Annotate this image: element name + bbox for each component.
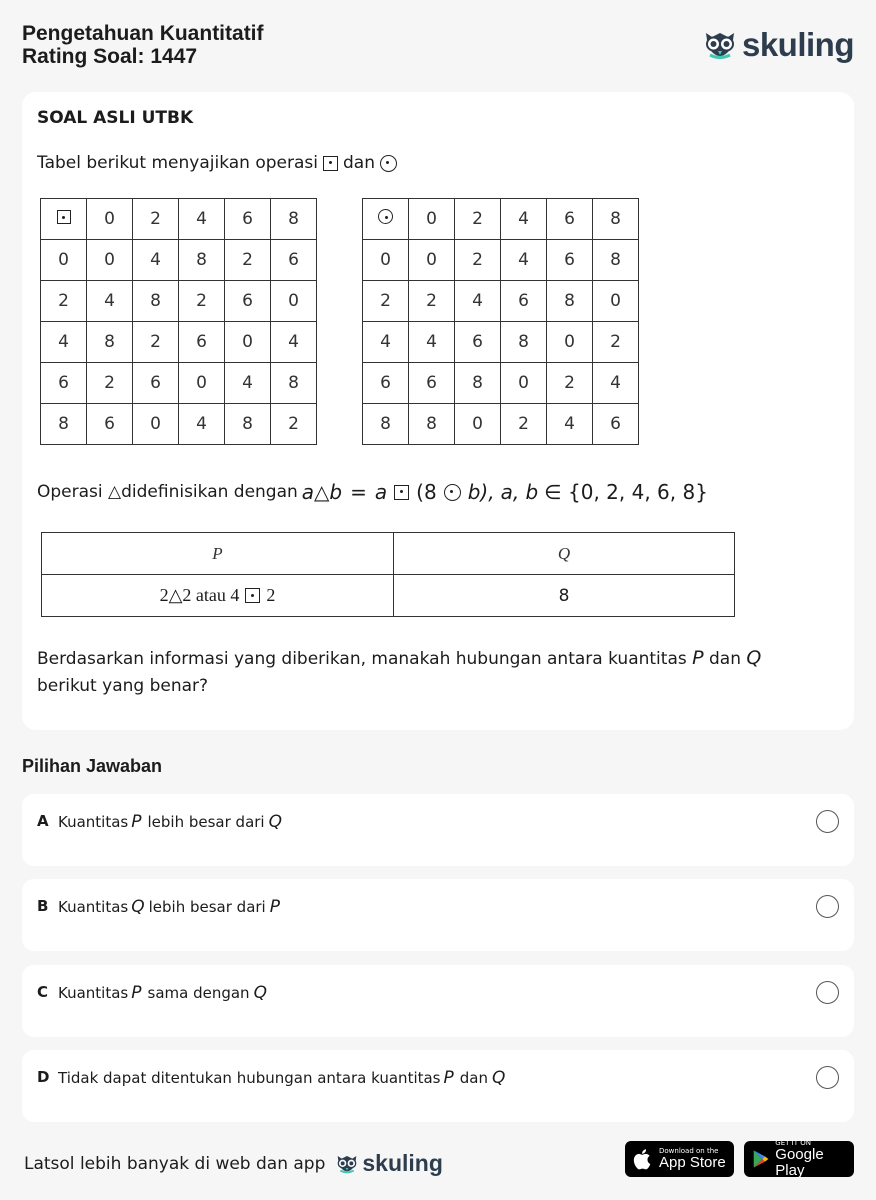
table-cell: 0 bbox=[271, 281, 317, 322]
google-play-big: Google Play bbox=[775, 1146, 824, 1179]
answer-option-d[interactable] bbox=[22, 1050, 854, 1122]
table-cell: 0 bbox=[409, 240, 455, 281]
table-row bbox=[41, 404, 317, 445]
question-card bbox=[22, 92, 854, 730]
app-store-labels bbox=[659, 1147, 726, 1171]
table-cell: 2 bbox=[455, 240, 501, 281]
option-text-pre: Tidak dapat ditentukan hubungan antara kuantitas bbox=[58, 1069, 441, 1087]
option-var-2: Q bbox=[492, 1068, 506, 1088]
question-var-q: Q bbox=[746, 647, 762, 669]
footer-logo[interactable] bbox=[335, 1150, 443, 1177]
answer-option-c[interactable] bbox=[22, 965, 854, 1037]
option-var-1: P bbox=[131, 812, 142, 832]
formula-eq: = bbox=[350, 480, 367, 504]
question-source-label: SOAL ASLI UTBK bbox=[37, 108, 194, 128]
footer-text: Latsol lebih banyak di web dan app bbox=[24, 1153, 326, 1174]
app-store-small: Download on the bbox=[659, 1147, 719, 1155]
subject-title: Pengetahuan Kuantitatif bbox=[22, 22, 264, 45]
table-cell: 2 bbox=[41, 281, 87, 322]
table-cell: 6 bbox=[547, 199, 593, 240]
option-text-mid: dan bbox=[459, 1069, 488, 1087]
table-row bbox=[41, 322, 317, 363]
table-cell: 4 bbox=[179, 199, 225, 240]
table-cell: 6 bbox=[593, 404, 639, 445]
table-cell: 0 bbox=[87, 240, 133, 281]
table-row bbox=[363, 363, 639, 404]
table-header-row bbox=[363, 199, 639, 240]
table-row bbox=[42, 575, 735, 617]
table-cell: 0 bbox=[547, 322, 593, 363]
pq-table bbox=[41, 532, 735, 617]
table-cell: 2 bbox=[133, 199, 179, 240]
table-cell: 4 bbox=[547, 404, 593, 445]
table-cell: 6 bbox=[501, 281, 547, 322]
intro-and: dan bbox=[343, 153, 375, 173]
box-dot-operator-icon bbox=[394, 485, 409, 500]
option-radio[interactable] bbox=[816, 1066, 839, 1089]
footer-logo-wordmark: skuling bbox=[362, 1150, 443, 1176]
formula-vars: a, b bbox=[500, 480, 539, 504]
option-radio[interactable] bbox=[816, 895, 839, 918]
google-play-button[interactable] bbox=[744, 1141, 854, 1177]
table-cell: 4 bbox=[133, 240, 179, 281]
table-cell: 2 bbox=[363, 281, 409, 322]
table-cell: 6 bbox=[179, 322, 225, 363]
table-cell: 2 bbox=[547, 363, 593, 404]
table-cell: 0 bbox=[455, 404, 501, 445]
table-cell: 8 bbox=[271, 199, 317, 240]
skuling-logo[interactable] bbox=[702, 26, 854, 64]
table-cell: 8 bbox=[501, 322, 547, 363]
p-header: P bbox=[42, 533, 394, 575]
formula bbox=[302, 480, 708, 504]
table-cell: 2 bbox=[179, 281, 225, 322]
formula-paren-open: (8 bbox=[416, 480, 437, 504]
p-value-cell bbox=[42, 575, 394, 617]
option-letter: D bbox=[37, 1068, 50, 1086]
table-cell: 0 bbox=[133, 404, 179, 445]
table-cell: 6 bbox=[455, 322, 501, 363]
table-cell: 8 bbox=[409, 404, 455, 445]
google-play-small: GET IT ON bbox=[775, 1139, 811, 1147]
footer-promo bbox=[24, 1150, 443, 1177]
option-letter: A bbox=[37, 812, 49, 830]
table-cell: 4 bbox=[41, 322, 87, 363]
box-operation-table bbox=[40, 198, 317, 445]
table-cell: 6 bbox=[225, 281, 271, 322]
circle-dot-operator-icon bbox=[380, 155, 397, 172]
table-row bbox=[363, 322, 639, 363]
question-text-part2: berikut yang benar? bbox=[37, 676, 209, 696]
table-cell: 6 bbox=[41, 363, 87, 404]
table-cell: 8 bbox=[455, 363, 501, 404]
app-store-button[interactable] bbox=[625, 1141, 734, 1177]
table-cell: 8 bbox=[271, 363, 317, 404]
page-header bbox=[22, 22, 854, 72]
option-text-pre: Kuantitas bbox=[58, 898, 129, 916]
table-cell: 8 bbox=[593, 199, 639, 240]
table-cell: 0 bbox=[41, 240, 87, 281]
table-header-row bbox=[41, 199, 317, 240]
google-play-labels bbox=[775, 1139, 846, 1179]
table-cell: 4 bbox=[501, 199, 547, 240]
p-value bbox=[42, 585, 393, 606]
option-var-1: P bbox=[131, 983, 142, 1003]
question-var-p: P bbox=[692, 647, 704, 669]
table-cell: 6 bbox=[409, 363, 455, 404]
table-cell: 8 bbox=[41, 404, 87, 445]
google-play-icon bbox=[752, 1148, 769, 1170]
table-row bbox=[363, 281, 639, 322]
table-cell: 4 bbox=[455, 281, 501, 322]
option-text bbox=[58, 1068, 508, 1088]
table-cell: 2 bbox=[133, 322, 179, 363]
option-text-pre: Kuantitas bbox=[58, 813, 129, 831]
table-cell: 0 bbox=[409, 199, 455, 240]
table-row bbox=[363, 240, 639, 281]
table-cell: 0 bbox=[225, 322, 271, 363]
option-letter: B bbox=[37, 897, 49, 915]
p-value-left: 2△2 atau 4 bbox=[159, 585, 240, 605]
table-cell: 2 bbox=[271, 404, 317, 445]
circle-dot-operator-icon bbox=[378, 209, 393, 224]
table-corner-cell bbox=[41, 199, 87, 240]
table-cell: 8 bbox=[179, 240, 225, 281]
owl-icon bbox=[335, 1152, 359, 1176]
q-value: 8 bbox=[394, 575, 735, 617]
table-header-row bbox=[42, 533, 735, 575]
table-cell: 0 bbox=[363, 240, 409, 281]
table-cell: 4 bbox=[501, 240, 547, 281]
formula-b: b), bbox=[467, 480, 495, 504]
table-cell: 2 bbox=[593, 322, 639, 363]
answers-title: Pilihan Jawaban bbox=[22, 756, 163, 776]
box-dot-operator-icon bbox=[323, 156, 338, 171]
circle-dot-operator-icon bbox=[444, 484, 461, 501]
option-text-pre: Kuantitas bbox=[58, 984, 129, 1002]
page-footer bbox=[24, 1140, 854, 1180]
table-cell: 6 bbox=[363, 363, 409, 404]
answer-option-a[interactable] bbox=[22, 794, 854, 866]
logo-wordmark: skuling bbox=[741, 26, 854, 63]
app-store-big: App Store bbox=[659, 1154, 726, 1171]
question-text bbox=[37, 645, 827, 700]
apple-icon bbox=[633, 1148, 653, 1170]
owl-icon bbox=[702, 27, 738, 63]
p-value-right: 2 bbox=[266, 585, 276, 605]
table-cell: 6 bbox=[133, 363, 179, 404]
formula-lhs: a△b bbox=[301, 480, 343, 504]
table-corner-cell bbox=[363, 199, 409, 240]
table-cell: 6 bbox=[271, 240, 317, 281]
table-cell: 2 bbox=[87, 363, 133, 404]
table-cell: 8 bbox=[547, 281, 593, 322]
option-text bbox=[58, 983, 270, 1003]
table-cell: 2 bbox=[455, 199, 501, 240]
option-text-mid: lebih besar dari bbox=[147, 813, 265, 831]
table-cell: 8 bbox=[133, 281, 179, 322]
table-cell: 8 bbox=[87, 322, 133, 363]
table-cell: 4 bbox=[409, 322, 455, 363]
table-cell: 0 bbox=[501, 363, 547, 404]
table-cell: 0 bbox=[593, 281, 639, 322]
option-text bbox=[58, 897, 283, 917]
answer-option-b[interactable] bbox=[22, 879, 854, 951]
circle-operation-table bbox=[362, 198, 639, 445]
table-cell: 8 bbox=[593, 240, 639, 281]
table-cell: 4 bbox=[363, 322, 409, 363]
table-row bbox=[363, 404, 639, 445]
table-cell: 2 bbox=[501, 404, 547, 445]
table-cell: 6 bbox=[547, 240, 593, 281]
option-var-1: Q bbox=[131, 897, 145, 917]
question-and: dan bbox=[709, 649, 741, 669]
option-var-2: P bbox=[269, 897, 280, 917]
formula-set: ∈ {0, 2, 4, 6, 8} bbox=[544, 480, 708, 504]
q-header: Q bbox=[394, 533, 735, 575]
table-cell: 4 bbox=[593, 363, 639, 404]
table-cell: 4 bbox=[225, 363, 271, 404]
rating-label: Rating Soal: 1447 bbox=[22, 45, 198, 68]
table-cell: 4 bbox=[87, 281, 133, 322]
table-cell: 2 bbox=[225, 240, 271, 281]
option-radio[interactable] bbox=[816, 810, 839, 833]
box-dot-operator-icon bbox=[245, 588, 260, 603]
table-cell: 8 bbox=[363, 404, 409, 445]
table-row bbox=[41, 240, 317, 281]
table-cell: 8 bbox=[225, 404, 271, 445]
option-var-2: Q bbox=[268, 812, 282, 832]
box-dot-operator-icon bbox=[57, 210, 71, 224]
table-cell: 2 bbox=[409, 281, 455, 322]
option-var-2: Q bbox=[253, 983, 267, 1003]
table-cell: 6 bbox=[87, 404, 133, 445]
question-text-part1: Berdasarkan informasi yang diberikan, manakah hubungan antara kuantitas bbox=[37, 649, 687, 669]
intro-line bbox=[37, 153, 402, 173]
option-text bbox=[58, 812, 285, 832]
option-text-mid: lebih besar dari bbox=[148, 898, 266, 916]
option-text-mid: sama dengan bbox=[147, 984, 250, 1002]
table-cell: 0 bbox=[179, 363, 225, 404]
opdef-text: Operasi △didefinisikan dengan bbox=[37, 482, 298, 502]
table-cell: 4 bbox=[271, 322, 317, 363]
table-cell: 4 bbox=[179, 404, 225, 445]
table-cell: 0 bbox=[87, 199, 133, 240]
option-letter: C bbox=[37, 983, 49, 1001]
operation-definition bbox=[37, 480, 708, 504]
intro-text: Tabel berikut menyajikan operasi bbox=[37, 153, 318, 173]
table-row bbox=[41, 363, 317, 404]
formula-a: a bbox=[374, 480, 388, 504]
option-var-1: P bbox=[443, 1068, 454, 1088]
option-radio[interactable] bbox=[816, 981, 839, 1004]
table-row bbox=[41, 281, 317, 322]
table-cell: 6 bbox=[225, 199, 271, 240]
